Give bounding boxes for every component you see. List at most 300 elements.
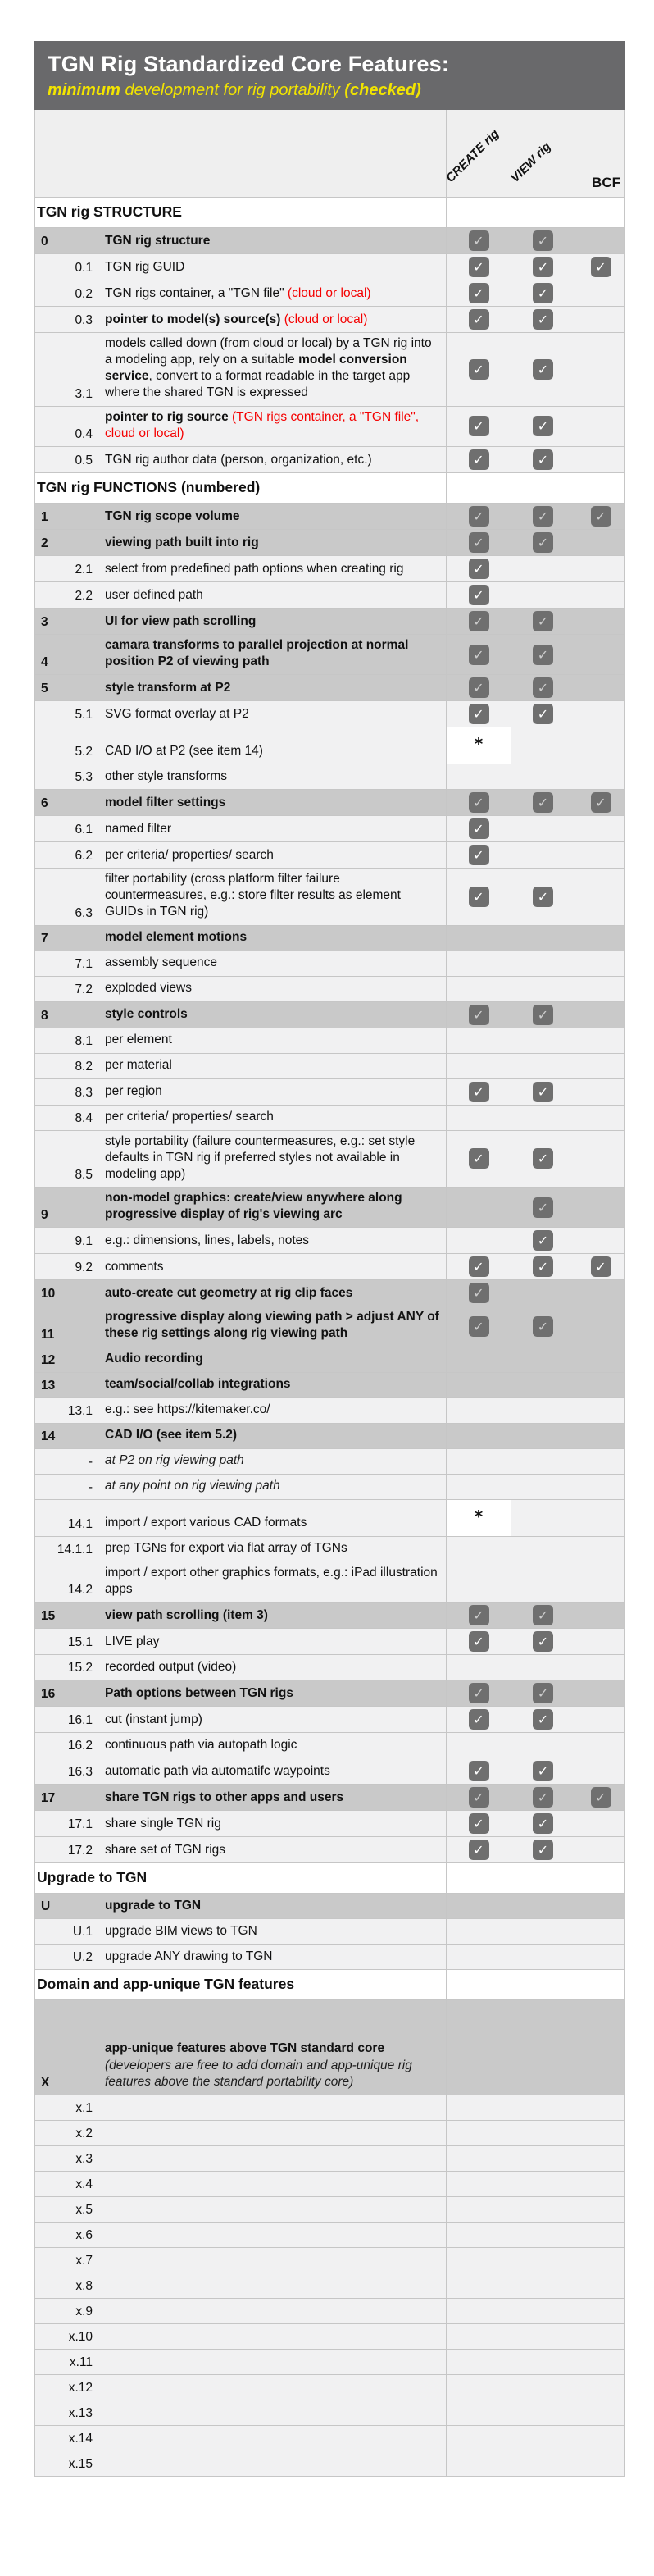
check-cell-create [446, 926, 511, 951]
check-cell-create [446, 790, 511, 815]
feature-description [98, 556, 446, 581]
table-row [35, 446, 624, 472]
row-number: 0.3 [75, 313, 93, 328]
text-segment: model element motions [105, 930, 248, 945]
check-cell-create [446, 2400, 511, 2425]
feature-description [98, 2146, 446, 2171]
text-segment: per criteria/ properties/ search [105, 1110, 274, 1124]
table-row [35, 2171, 624, 2196]
checkbox-checked-icon[interactable]: ✓ [533, 677, 553, 698]
text-segment: progressive display along viewing path > adjust ANY of these rig settings along rig viewing path [105, 1310, 439, 1341]
check-cell-create [446, 582, 511, 608]
row-number: - [88, 1479, 93, 1494]
checkbox-checked-icon[interactable]: ✓ [533, 309, 553, 330]
check-cell-bcf [575, 2299, 626, 2323]
table-row [35, 868, 624, 924]
row-number: 16 [41, 1686, 56, 1701]
text-segment: other style transforms [105, 769, 228, 784]
checkbox-checked-icon[interactable]: ✓ [533, 532, 553, 553]
check-cell-view [511, 504, 575, 529]
check-cell-view [511, 2350, 575, 2374]
feature-description [98, 2223, 446, 2247]
text-segment: comments [105, 1260, 164, 1274]
text-segment: e.g.: see https://kitemaker.co/ [105, 1402, 270, 1417]
checkbox-checked-icon[interactable]: ✓ [533, 1605, 553, 1625]
check-cell-view [511, 2172, 575, 2196]
table-row [35, 925, 624, 951]
text-segment: UI for view path scrolling [105, 613, 257, 628]
check-cell-bcf [575, 1500, 626, 1536]
check-cell-create [446, 1079, 511, 1105]
text-segment: select from predefined path options when creating rig [105, 561, 404, 576]
check-cell-view [511, 2095, 575, 2120]
check-cell-create [446, 1919, 511, 1944]
check-cell-create [446, 254, 511, 280]
check-cell-bcf [575, 1228, 626, 1253]
checkbox-checked-icon[interactable]: ✓ [469, 792, 489, 813]
check-cell-bcf [575, 1424, 626, 1448]
table-row [35, 700, 624, 727]
check-cell-bcf [575, 2451, 626, 2476]
text-segment: style transform at P2 [105, 681, 231, 695]
checkbox-checked-icon[interactable]: ✓ [533, 257, 553, 277]
table-row [35, 2349, 624, 2374]
text-segment: import / export other graphics formats, e.g.: iPad illustration apps [105, 1565, 438, 1596]
checkbox-checked-icon[interactable]: ✓ [533, 645, 553, 665]
check-cell-bcf [575, 790, 626, 815]
check-cell-create [446, 1758, 511, 1784]
table-row [35, 1279, 624, 1306]
checkbox-checked-icon[interactable]: ✓ [469, 532, 489, 553]
feature-description [98, 2299, 446, 2323]
check-cell-view [511, 1707, 575, 1732]
checkbox-checked-icon[interactable]: ✓ [469, 1005, 489, 1025]
check-cell-view [511, 2451, 575, 2476]
checkbox-checked-icon[interactable]: ✓ [469, 1605, 489, 1625]
checkbox-checked-icon[interactable]: ✓ [469, 887, 489, 907]
check-cell-create [446, 1188, 511, 1227]
row-number: 9 [41, 1208, 48, 1223]
check-cell-bcf [575, 1945, 626, 1969]
table-row [35, 1810, 624, 1836]
feature-description [98, 2375, 446, 2400]
table-row [35, 1053, 624, 1078]
check-cell-bcf [575, 556, 626, 581]
check-cell-create [446, 2000, 511, 2095]
check-cell-bcf [575, 2273, 626, 2298]
check-cell-bcf [575, 635, 626, 674]
checkbox-checked-icon[interactable]: ✓ [469, 1256, 489, 1277]
check-cell-create [446, 1449, 511, 1474]
checkbox-checked-icon[interactable]: ✓ [533, 1082, 553, 1102]
table-row [35, 227, 624, 253]
checkbox-checked-icon[interactable]: ✓ [469, 283, 489, 303]
table-row [35, 1562, 624, 1602]
row-number: 5 [41, 682, 48, 696]
row-number: x.3 [75, 2151, 93, 2166]
feature-description [98, 1106, 446, 1130]
checkbox-checked-icon[interactable]: ✓ [469, 230, 489, 251]
check-cell-bcf [575, 926, 626, 951]
checkbox-checked-icon[interactable]: ✓ [469, 585, 489, 605]
column-header-create-rig [443, 110, 511, 197]
text-segment: model conversion service [105, 353, 407, 384]
check-cell-bcf [575, 2000, 626, 2095]
check-cell-view [511, 1945, 575, 1969]
row-number: 4 [41, 655, 48, 670]
table-row [35, 1397, 624, 1423]
feature-description [98, 447, 446, 472]
feature-description-text [105, 706, 439, 723]
row-number: 14.2 [67, 1582, 93, 1597]
checkbox-checked-icon[interactable]: ✓ [469, 645, 489, 665]
check-cell-bcf [575, 1837, 626, 1862]
checkbox-checked-icon[interactable]: ✓ [533, 1256, 553, 1277]
feature-description-text [105, 1452, 439, 1469]
feature-description-text [105, 1427, 439, 1443]
check-cell-create [446, 764, 511, 789]
section-header-row [35, 472, 624, 503]
row-number: 0.1 [75, 261, 93, 276]
check-cell-view [511, 1028, 575, 1053]
page-title: TGN Rig Standardized Core Features: [48, 52, 450, 76]
page-subtitle [48, 81, 612, 99]
checkbox-checked-icon[interactable]: ✓ [469, 845, 489, 865]
check-cell-create [446, 609, 511, 634]
table-row [35, 1227, 624, 1253]
feature-description [98, 2350, 446, 2374]
feature-description-text [105, 1923, 439, 1940]
check-cell-view [511, 2146, 575, 2171]
check-cell-bcf [575, 254, 626, 280]
feature-description [98, 1785, 446, 1810]
feature-description-text [105, 955, 439, 971]
checkbox-checked-icon[interactable]: ✓ [533, 704, 553, 724]
feature-description [98, 1894, 446, 1918]
checkbox-checked-icon[interactable]: ✓ [469, 1683, 489, 1703]
feature-description [98, 1028, 446, 1053]
checkbox-checked-icon[interactable]: ✓ [533, 1709, 553, 1730]
row-number: x.6 [75, 2227, 93, 2242]
checkbox-checked-icon[interactable]: ✓ [469, 1709, 489, 1730]
checkbox-checked-icon[interactable]: ✓ [469, 1283, 489, 1303]
check-cell-create [446, 816, 511, 841]
table-row [35, 1536, 624, 1562]
check-cell-view [511, 1079, 575, 1105]
checkbox-checked-icon[interactable]: ✓ [469, 416, 489, 436]
check-cell-create [446, 1680, 511, 1706]
subtitle-checked: (checked) [344, 81, 421, 100]
checkbox-checked-icon[interactable]: ✓ [533, 230, 553, 251]
checkbox-checked-icon[interactable]: ✓ [469, 1148, 489, 1169]
row-number: 11 [41, 1327, 55, 1342]
text-segment: prep TGNs for export via flat array of TGNs [105, 1541, 347, 1556]
feature-description [98, 1079, 446, 1105]
check-cell-view [511, 407, 575, 446]
checkbox-checked-icon[interactable]: ✓ [591, 506, 611, 527]
title-band [34, 41, 625, 110]
checkbox-checked-icon[interactable]: ✓ [533, 416, 553, 436]
check-cell-create [446, 1131, 511, 1187]
text-segment: e.g.: dimensions, lines, labels, notes [105, 1233, 309, 1248]
text-segment: per material [105, 1058, 172, 1073]
feature-description-text [105, 1285, 439, 1302]
table-row [35, 1999, 624, 2095]
check-cell-bcf [575, 2121, 626, 2145]
checkbox-checked-icon[interactable]: ✓ [533, 283, 553, 303]
checkbox-checked-icon[interactable]: ✓ [469, 704, 489, 724]
check-cell-create [446, 1945, 511, 1969]
check-cell-create [446, 977, 511, 1001]
feature-description-text [105, 1634, 439, 1650]
check-cell-create [446, 727, 511, 764]
check-cell-create [446, 1054, 511, 1078]
row-number: 7.2 [75, 982, 93, 996]
checkbox-checked-icon[interactable]: ✓ [533, 792, 553, 813]
checkbox-checked-icon[interactable]: ✓ [533, 1840, 553, 1860]
feature-description [98, 926, 446, 951]
checkbox-checked-icon[interactable]: ✓ [469, 506, 489, 527]
checkbox-checked-icon[interactable]: ✓ [533, 887, 553, 907]
text-segment: SVG format overlay at P2 [105, 707, 249, 722]
feature-description-text [105, 2040, 439, 2090]
table-row [35, 1918, 624, 1944]
text-segment: per element [105, 1033, 172, 1047]
check-cell-bcf [575, 1562, 626, 1602]
table-row [35, 306, 624, 332]
checkbox-checked-icon[interactable]: ✓ [591, 1256, 611, 1277]
checkbox-checked-icon[interactable]: ✓ [533, 1316, 553, 1337]
table-row [35, 581, 624, 608]
feature-description [98, 1562, 446, 1602]
table-row [35, 1836, 624, 1862]
table-row [35, 1654, 624, 1680]
feature-description-text [105, 508, 439, 525]
table-row [35, 280, 624, 306]
check-cell-view [511, 1475, 575, 1499]
checkbox-checked-icon[interactable]: ✓ [533, 1230, 553, 1251]
check-cell-view [511, 790, 575, 815]
check-cell-view [511, 1655, 575, 1680]
check-cell-view [511, 2426, 575, 2451]
row-number: U.2 [72, 1949, 93, 1964]
feature-description [98, 635, 446, 674]
row-number: x.4 [75, 2177, 93, 2191]
check-cell-bcf [575, 2400, 626, 2425]
feature-description [98, 2197, 446, 2222]
check-cell-view [511, 307, 575, 332]
feature-description-text [105, 1478, 439, 1494]
checkbox-checked-icon[interactable]: ✓ [469, 1631, 489, 1652]
feature-description-text [105, 821, 439, 837]
text-segment: share single TGN rig [105, 1816, 221, 1831]
feature-description [98, 333, 446, 406]
text-segment: share set of TGN rigs [105, 1842, 226, 1857]
feature-description [98, 1449, 446, 1474]
check-cell-create [446, 1629, 511, 1654]
create-rig-column-label: CREATE rig [443, 126, 502, 186]
checkbox-checked-icon[interactable]: ✓ [591, 257, 611, 277]
column-header-bcf [575, 110, 626, 197]
subtitle-middle: development for rig portability [120, 81, 345, 100]
checkbox-checked-icon[interactable]: ✓ [469, 1316, 489, 1337]
row-number: 8 [41, 1008, 48, 1023]
row-number: 17.2 [67, 1843, 93, 1858]
checkbox-checked-icon[interactable]: ✓ [533, 359, 553, 380]
text-segment: pointer to rig source [105, 409, 233, 424]
section-title: Upgrade to TGN [37, 1869, 148, 1886]
check-cell-view [511, 1500, 575, 1536]
check-cell-create [446, 2223, 511, 2247]
check-cell-bcf [575, 1028, 626, 1053]
feature-description-text [105, 1712, 439, 1728]
feature-description [98, 1603, 446, 1628]
text-segment: upgrade to TGN [105, 1898, 202, 1913]
text-segment: upgrade BIM views to TGN [105, 1923, 257, 1938]
check-cell-view [511, 1629, 575, 1654]
check-cell-create [446, 2197, 511, 2222]
check-cell-view [511, 1188, 575, 1227]
check-cell-bcf [575, 1629, 626, 1654]
check-cell-bcf [575, 1655, 626, 1680]
table-row [35, 1944, 624, 1969]
table-row [35, 503, 624, 529]
checkbox-checked-icon[interactable]: ✓ [591, 792, 611, 813]
feature-description [98, 1837, 446, 1862]
table-row [35, 1306, 624, 1346]
checkbox-checked-icon[interactable]: ✓ [469, 359, 489, 380]
check-cell-create [446, 2299, 511, 2323]
checkbox-checked-icon[interactable]: ✓ [533, 1813, 553, 1834]
check-cell-bcf [575, 198, 626, 227]
checkbox-checked-icon[interactable]: ✓ [469, 1761, 489, 1781]
table-row [35, 1680, 624, 1706]
table-row [35, 2120, 624, 2145]
feature-description-text [105, 613, 439, 630]
check-cell-create [446, 1603, 511, 1628]
feature-description-text [105, 795, 439, 811]
checkbox-checked-icon[interactable]: ✓ [533, 1631, 553, 1652]
feature-description [98, 530, 446, 555]
checkbox-checked-icon[interactable]: ✓ [533, 1005, 553, 1025]
feature-description [98, 701, 446, 727]
feature-description-text [105, 561, 439, 577]
check-cell-bcf [575, 530, 626, 555]
check-cell-bcf [575, 1306, 626, 1346]
text-segment: TGN rigs container, a "TGN file" [105, 285, 288, 300]
column-header-row [34, 110, 625, 197]
feature-description [98, 280, 446, 306]
check-cell-view [511, 2121, 575, 2145]
feature-description [98, 1424, 446, 1448]
check-cell-bcf [575, 582, 626, 608]
checkbox-checked-icon[interactable]: ✓ [469, 818, 489, 839]
feature-description [98, 1398, 446, 1423]
feature-description-text [105, 1685, 439, 1702]
feature-description-text [105, 1109, 439, 1125]
check-cell-bcf [575, 2095, 626, 2120]
check-cell-create [446, 198, 511, 227]
text-segment: app-unique features above TGN standard core [105, 2041, 385, 2056]
checkbox-checked-icon[interactable]: ✓ [469, 309, 489, 330]
checkbox-checked-icon[interactable]: ✓ [533, 611, 553, 631]
checkbox-checked-icon[interactable]: ✓ [533, 449, 553, 470]
checkbox-checked-icon[interactable]: ✓ [533, 1683, 553, 1703]
checkbox-checked-icon[interactable]: ✓ [469, 559, 489, 579]
feature-description [98, 1707, 446, 1732]
check-cell-view [511, 1919, 575, 1944]
feature-description-text [105, 1949, 439, 1965]
checkbox-checked-icon[interactable]: ✓ [469, 1787, 489, 1808]
text-segment: style controls [105, 1007, 188, 1022]
text-segment: (cloud or local) [287, 285, 371, 300]
asterisk-marker: * [474, 734, 484, 755]
check-cell-view [511, 556, 575, 581]
text-segment: LIVE play [105, 1634, 160, 1648]
feature-description-text [105, 1515, 439, 1531]
text-segment: viewing path built into rig [105, 535, 259, 549]
check-cell-view [511, 1970, 575, 1999]
checkbox-checked-icon[interactable]: ✓ [469, 257, 489, 277]
row-number: - [88, 1454, 93, 1469]
checkbox-checked-icon[interactable]: ✓ [533, 1761, 553, 1781]
checkbox-checked-icon[interactable]: ✓ [469, 1813, 489, 1834]
check-cell-bcf [575, 1919, 626, 1944]
check-cell-create [446, 1475, 511, 1499]
feature-description [98, 2095, 446, 2120]
text-segment: model filter settings [105, 796, 226, 810]
checkbox-checked-icon[interactable]: ✓ [533, 506, 553, 527]
row-number: 17.1 [67, 1817, 93, 1831]
feature-description [98, 977, 446, 1001]
row-number: x.13 [68, 2405, 93, 2420]
feature-description [98, 2172, 446, 2196]
text-segment: at P2 on rig viewing path [105, 1453, 244, 1468]
check-cell-view [511, 816, 575, 841]
checkbox-checked-icon[interactable]: ✓ [469, 1840, 489, 1860]
check-cell-create [446, 473, 511, 503]
checkbox-checked-icon[interactable]: ✓ [533, 1197, 553, 1218]
feature-description-text [105, 1659, 439, 1676]
check-cell-view [511, 1785, 575, 1810]
check-cell-view [511, 2197, 575, 2222]
section-header-row [35, 1969, 624, 1999]
row-number: 10 [41, 1287, 56, 1302]
feature-description-text [105, 1032, 439, 1048]
checkbox-checked-icon[interactable]: ✓ [469, 449, 489, 470]
table-row [35, 1028, 624, 1053]
check-cell-bcf [575, 504, 626, 529]
text-segment: pointer to model(s) source(s) [105, 312, 284, 326]
checkbox-checked-icon[interactable]: ✓ [469, 1082, 489, 1102]
checkbox-checked-icon[interactable]: ✓ [533, 1787, 553, 1808]
feature-description [98, 1811, 446, 1836]
feature-description [98, 407, 446, 446]
checkbox-checked-icon[interactable]: ✓ [591, 1787, 611, 1808]
check-cell-view [511, 1106, 575, 1130]
checkbox-checked-icon[interactable]: ✓ [469, 611, 489, 631]
feature-description-text [105, 1898, 439, 1914]
checkbox-checked-icon[interactable]: ✓ [469, 677, 489, 698]
row-number: 8.3 [75, 1085, 93, 1100]
check-cell-view [511, 1054, 575, 1078]
check-cell-view [511, 280, 575, 306]
text-segment: (cloud or local) [284, 312, 368, 326]
check-cell-view [511, 764, 575, 789]
check-cell-bcf [575, 280, 626, 306]
checkbox-checked-icon[interactable]: ✓ [533, 1148, 553, 1169]
feature-description [98, 2000, 446, 2095]
